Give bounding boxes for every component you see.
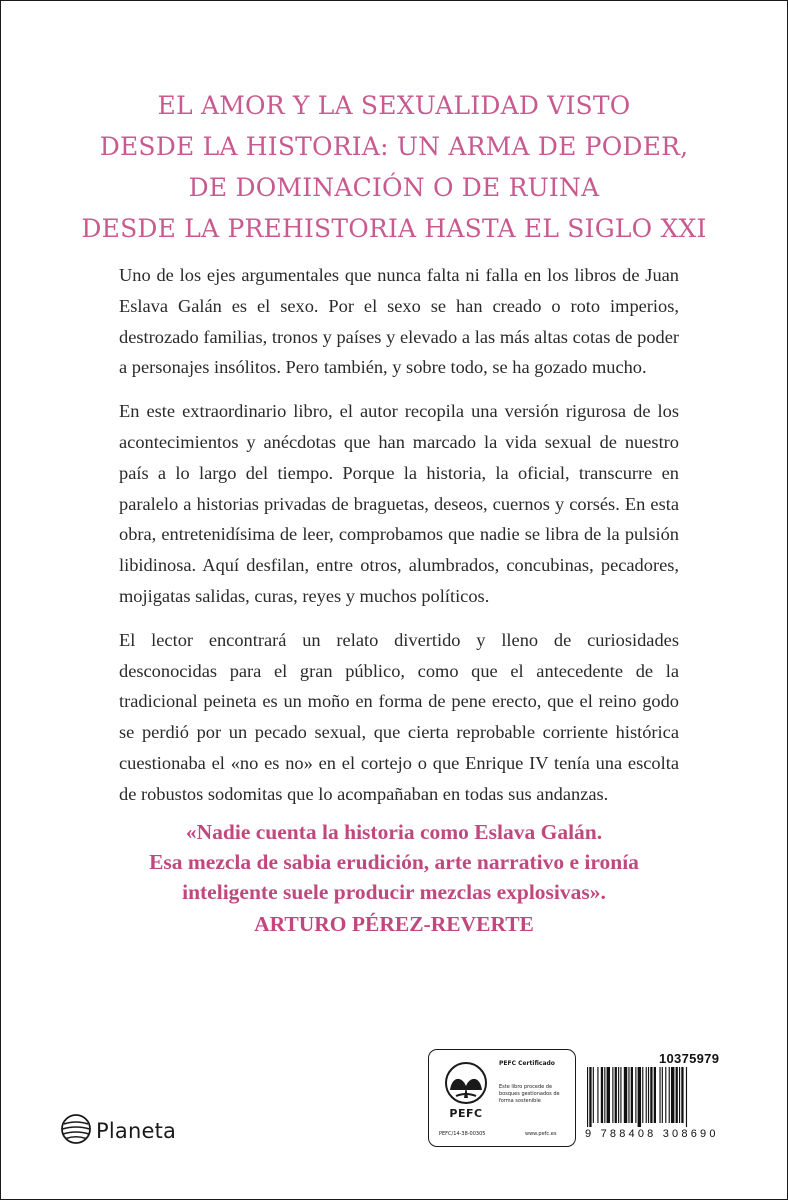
headline-line: DESDE LA HISTORIA: UN ARMA DE PODER, — [99, 132, 689, 161]
blurb-quote — [1, 817, 787, 939]
publisher-name: Planeta — [96, 1119, 177, 1143]
quote-line: inteligente suele producir mezclas explosivas». — [182, 880, 606, 904]
publisher-logo — [60, 1114, 176, 1148]
barcode-number: 10375979 — [659, 1051, 720, 1066]
pefc-word: PEFC — [449, 1107, 483, 1120]
isbn-digits: 9 788408 308690 — [585, 1128, 719, 1140]
quote-line: Esa mezcla de sabia erudición, arte narrativo e ironía — [149, 850, 639, 874]
pefc-tree-logo-icon — [442, 1062, 490, 1109]
pefc-description: Este libro procede de bosques gestionados de forma sostenible — [499, 1084, 560, 1104]
synopsis-paragraph: Uno de los ejes argumentales que nunca falta ni falla en los libros de Juan Eslava Galán es el sexo. Por el sexo se han creado o roto imperios, destrozado familias, tronos y países y elevado a las más altas cotas de poder a personajes insólitos. Pero también, y sobre todo, se ha gozado mucho. — [119, 265, 679, 378]
headline-line: DESDE LA PREHISTORIA HASTA EL SIGLO XXI — [81, 214, 707, 243]
synopsis-paragraph: En este extraordinario libro, el autor recopila una versión rigurosa de los acontecimientos y anécdotas que han marcado la vida sexual de nuestro país a lo largo del tiempo. Porque la historia, la oficial, transcurre en paralelo a historias privadas de braguetas, deseos, cuernos y corsés. En esta obra, entretenidísima de leer, comprobamos que nadie se libra de la pulsión libidinosa. Aquí desfilan, entre otros, alumbrados, concubinas, pecadores, mojigatas salidas, curas, reyes y muchos políticos. — [119, 401, 679, 606]
headline-line: EL AMOR Y LA SEXUALIDAD VISTO — [157, 91, 631, 120]
pefc-url: www.pefc.es — [525, 1131, 557, 1137]
synopsis-paragraph: El lector encontrará un relato divertido y lleno de curiosidades desconocidas para el gran público, como que el antecedente de la tradicional peineta es un moño en forma de pene erecto, que el reino godo se perdió por un pecado sexual, que cierta reprobable corriente histórica cuestionaba el «no es no» en el cortejo o que Enrique IV tenía una escolta de robustos sodomitas que lo acompañaban en todas sus andanzas. — [119, 629, 679, 804]
cover-headline — [1, 85, 787, 249]
pefc-title: PEFC Certificado — [499, 1060, 555, 1067]
pefc-certification — [428, 1049, 576, 1147]
quote-line: «Nadie cuenta la historia como Eslava Galán. — [185, 820, 603, 844]
ean-barcode-icon — [585, 1067, 732, 1132]
pefc-code: PEFC/14-38-00305 — [439, 1131, 486, 1137]
planeta-globe-icon — [60, 1113, 92, 1150]
headline-line: DE DOMINACIÓN O DE RUINA — [188, 173, 600, 202]
synopsis — [119, 260, 679, 823]
quote-author: ARTURO PÉREZ-REVERTE — [254, 912, 534, 936]
